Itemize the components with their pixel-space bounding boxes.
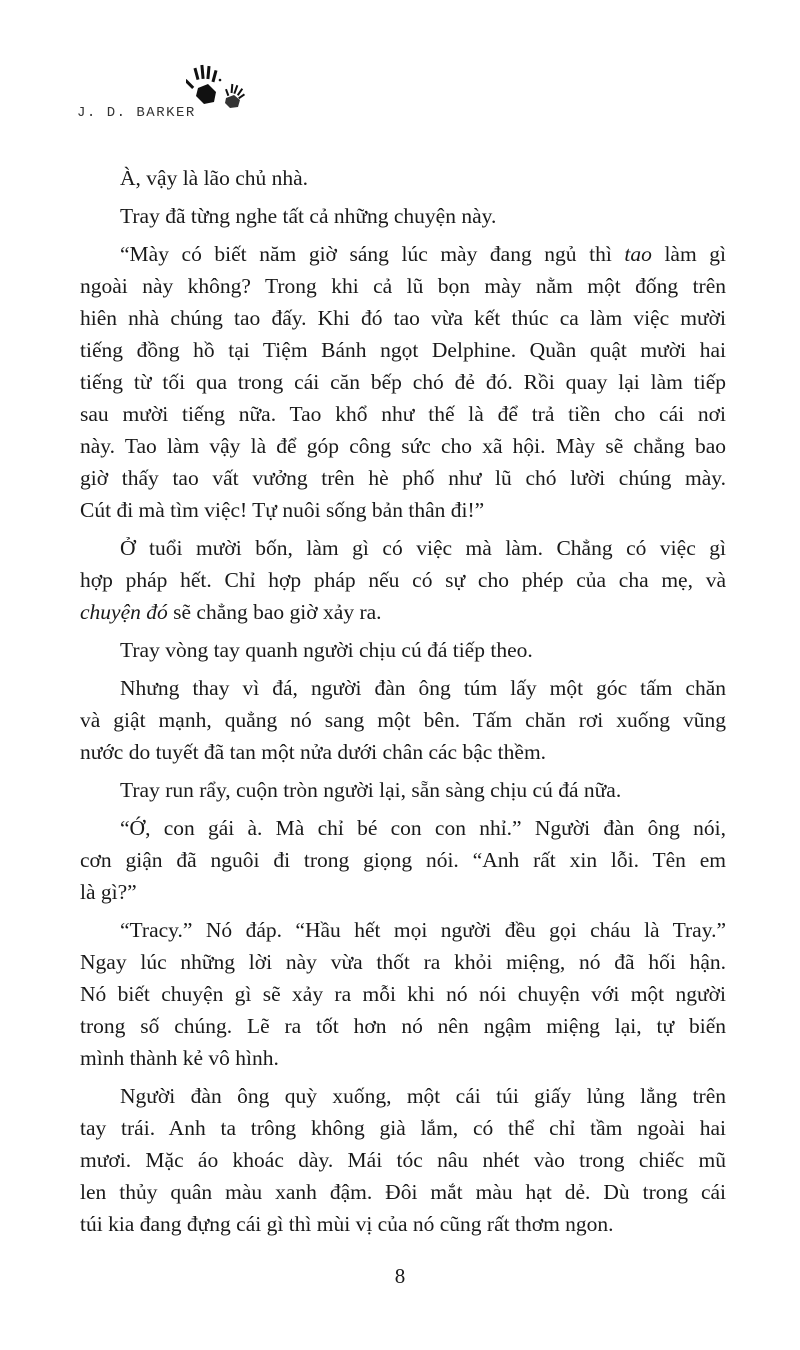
text-line bbox=[80, 774, 726, 806]
text-segment: Cút đi mà tìm việc! Tự nuôi sống bản thân đi!” bbox=[80, 498, 485, 522]
text-line bbox=[80, 978, 726, 1010]
paragraph bbox=[80, 1080, 726, 1240]
paragraph bbox=[80, 812, 726, 908]
paragraph bbox=[80, 672, 726, 768]
handprints-icon bbox=[186, 62, 252, 110]
text-line bbox=[80, 844, 726, 876]
text-segment: nước do tuyết đã tan một nửa dưới chân các bậc thềm. bbox=[80, 740, 547, 764]
text-segment: làm gì bbox=[651, 242, 726, 266]
text-segment: sẽ chẳng bao giờ xảy ra. bbox=[167, 600, 382, 624]
text-line bbox=[80, 200, 726, 232]
text-segment: Ngay lúc những lời này vừa thốt ra khỏi miệng, nó đã hối hận. bbox=[80, 950, 726, 974]
text-segment: mươi. Mặc áo khoác dày. Mái tóc nâu nhét vào trong chiếc mũ bbox=[80, 1148, 726, 1172]
text-segment: túi kia đang đựng cái gì thì mùi vị của nó cũng rất thơm ngon. bbox=[80, 1212, 614, 1236]
text-line bbox=[80, 1208, 726, 1240]
text-segment: và giật mạnh, quẳng nó sang một bên. Tấm chăn rơi xuống vũng bbox=[80, 708, 726, 732]
text-segment: Nó biết chuyện gì sẽ xảy ra mỗi khi nó nói chuyện với một người bbox=[80, 982, 726, 1006]
text-line bbox=[80, 532, 726, 564]
paragraph bbox=[80, 774, 726, 806]
text-line bbox=[80, 946, 726, 978]
text-segment: sau mười tiếng nữa. Tao khổ như thế là để trả tiền cho cái nơi bbox=[80, 402, 726, 426]
text-line bbox=[80, 1176, 726, 1208]
paragraph bbox=[80, 532, 726, 628]
page-number: 8 bbox=[394, 1264, 406, 1288]
text-line bbox=[80, 736, 726, 768]
italic-text: chuyện đó bbox=[80, 600, 168, 624]
text-segment: cơn giận đã nguôi đi trong giọng nói. “Anh rất xin lỗi. Tên em bbox=[80, 848, 726, 872]
text-line bbox=[80, 876, 726, 908]
text-line bbox=[80, 1042, 726, 1074]
text-segment: này. Tao làm vậy là để góp công sức cho xã hội. Mày sẽ chẳng bao bbox=[80, 434, 726, 458]
text-segment: Tray run rẩy, cuộn tròn người lại, sẵn sàng chịu cú đá nữa. bbox=[120, 778, 622, 802]
italic-text: tao bbox=[624, 242, 652, 266]
text-segment: ngoài này không? Trong khi cả lũ bọn mày nằm một đống trên bbox=[80, 274, 726, 298]
running-head-author: J. D. BARKER bbox=[77, 105, 196, 121]
text-segment: tiếng từ tối qua trong cái căn bếp chó đẻ đó. Rồi quay lại làm tiếp bbox=[80, 370, 726, 394]
text-line bbox=[80, 430, 726, 462]
paragraph bbox=[80, 634, 726, 666]
text-segment: Tray vòng tay quanh người chịu cú đá tiếp theo. bbox=[120, 638, 533, 662]
text-line bbox=[80, 366, 726, 398]
text-segment: Nhưng thay vì đá, người đàn ông túm lấy một góc tấm chăn bbox=[120, 676, 726, 700]
text-segment: À, vậy là lão chủ nhà. bbox=[120, 166, 309, 190]
text-segment: tiếng đồng hồ tại Tiệm Bánh ngọt Delphine. Quần quật mười hai bbox=[80, 338, 726, 362]
text-line bbox=[80, 596, 726, 628]
text-line bbox=[80, 812, 726, 844]
paragraph bbox=[80, 914, 726, 1074]
text-segment: tay trái. Anh ta trông không già lắm, có thể chỉ tầm ngoài hai bbox=[80, 1116, 726, 1140]
text-line bbox=[80, 238, 726, 270]
text-segment: Ở tuổi mười bốn, làm gì có việc mà làm. Chẳng có việc gì bbox=[120, 536, 726, 560]
text-segment: Tray đã từng nghe tất cả những chuyện này. bbox=[120, 204, 497, 228]
text-segment: giờ thấy tao vất vưởng trên hè phố như lũ chó lười chúng mày. bbox=[80, 466, 726, 490]
text-segment: hiên nhà chúng tao đấy. Khi đó tao vừa kết thúc ca làm việc mười bbox=[80, 306, 726, 330]
text-line bbox=[80, 302, 726, 334]
paragraph bbox=[80, 200, 726, 232]
text-line bbox=[80, 672, 726, 704]
text-line bbox=[80, 1144, 726, 1176]
chapter-body-text bbox=[80, 162, 726, 1240]
text-line bbox=[80, 334, 726, 366]
text-line bbox=[80, 914, 726, 946]
text-segment: “Ớ, con gái à. Mà chỉ bé con con nhỉ.” Người đàn ông nói, bbox=[120, 816, 726, 840]
text-segment: “Tracy.” Nó đáp. “Hầu hết mọi người đều gọi cháu là Tray.” bbox=[120, 918, 726, 942]
text-segment: Người đàn ông quỳ xuống, một cái túi giấy lủng lẳng trên bbox=[120, 1084, 726, 1108]
paragraph bbox=[80, 238, 726, 526]
text-segment: len thủy quân màu xanh đậm. Đôi mắt màu hạt dẻ. Dù trong cái bbox=[80, 1180, 726, 1204]
text-line bbox=[80, 162, 726, 194]
text-line bbox=[80, 1010, 726, 1042]
text-segment: hợp pháp hết. Chỉ hợp pháp nếu có sự cho phép của cha mẹ, và bbox=[80, 568, 726, 592]
text-line bbox=[80, 1112, 726, 1144]
text-line bbox=[80, 398, 726, 430]
text-line bbox=[80, 634, 726, 666]
text-segment: mình thành kẻ vô hình. bbox=[80, 1046, 279, 1070]
text-segment: là gì?” bbox=[80, 880, 137, 904]
text-line bbox=[80, 494, 726, 526]
text-line bbox=[80, 1080, 726, 1112]
text-line bbox=[80, 270, 726, 302]
text-segment: trong số chúng. Lẽ ra tốt hơn nó nên ngậm miệng lại, tự biến bbox=[80, 1014, 726, 1038]
paragraph bbox=[80, 162, 726, 194]
text-line bbox=[80, 462, 726, 494]
text-segment: “Mày có biết năm giờ sáng lúc mày đang ngủ thì bbox=[120, 242, 625, 266]
text-line bbox=[80, 564, 726, 596]
text-line bbox=[80, 704, 726, 736]
